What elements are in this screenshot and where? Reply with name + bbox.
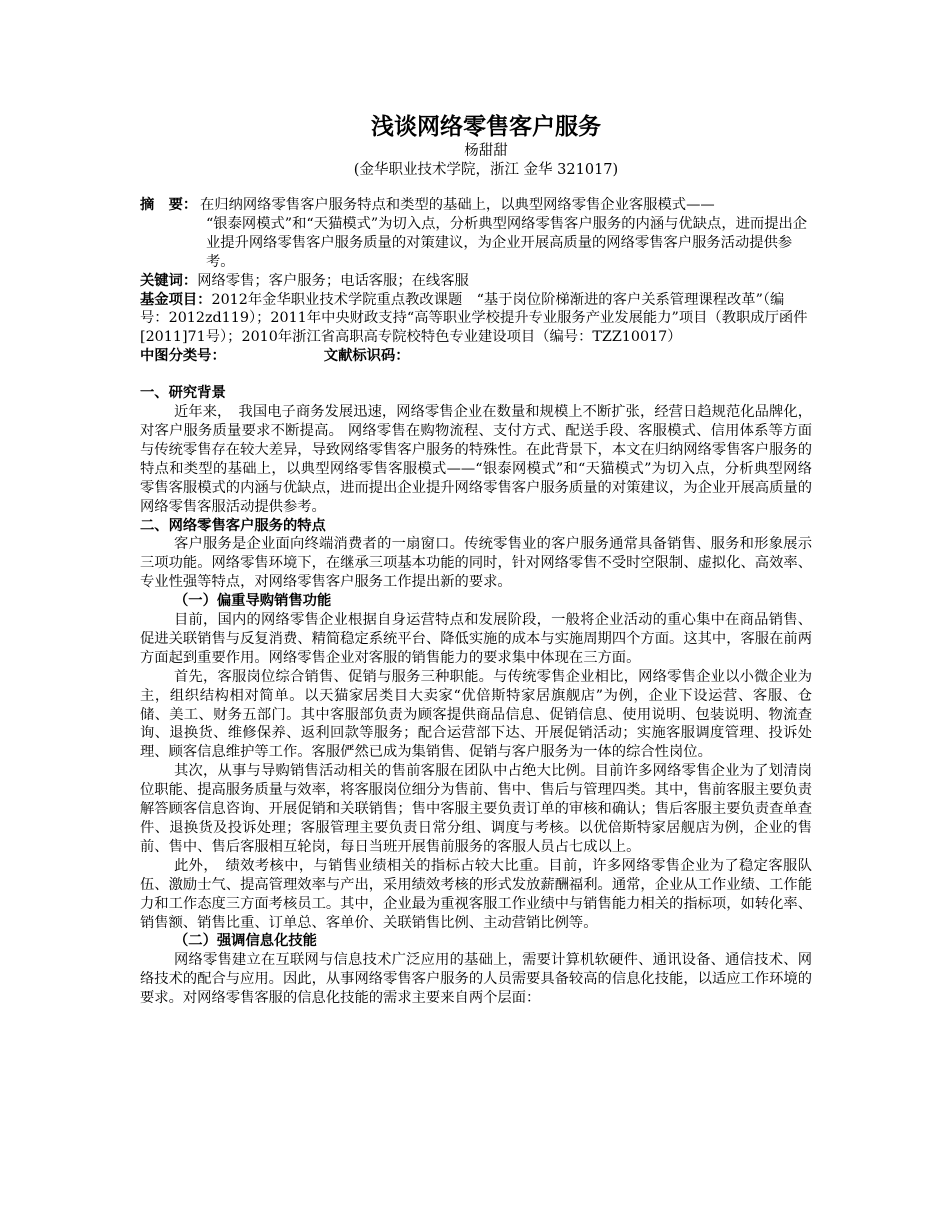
classification-line (140, 347, 812, 366)
author-name: 杨甜甜 (464, 143, 508, 159)
section-1-heading: 一、研究背景 (140, 385, 226, 402)
abstract-body: “银泰网模式”和“天猫模式”为切入点，分析典型网络零售客户服务的内涵与优缺点，进而提出企业提升网络零售客户服务质量的对策建议，为企业开展高质量的网络零售客户服务活动提供参考。 (206, 215, 808, 270)
fund-projects (140, 291, 812, 348)
fund-label: 基金项目： (140, 291, 212, 308)
paper-page (140, 112, 812, 1008)
keywords-label: 关键词： (140, 272, 198, 289)
abstract-label: 摘 要： (140, 197, 198, 213)
section-2-paragraph: 客户服务是企业面向终端消费者的一扇窗口。传统零售业的客户服务通常具备销售、服务和形象展示三项功能。网络零售环境下，在继承三项基本功能的同时，针对网络零售不受时空限制、虚拟化、高效率、专业性强等特点，对网络零售客户服务工作提出新的要求。 (140, 536, 812, 591)
keywords-text: 网络零售；客户服务；电话客服；在线客服 (197, 272, 469, 289)
author-affiliation: (金华职业技术学院，浙江 金华 321017) (353, 162, 619, 178)
clc-label: 中图分类号： (140, 348, 226, 365)
subsection-2-1-paragraph-3: 其次，从事与导购销售活动相关的售前客服在团队中占绝大比例。目前许多网络零售企业为了划清岗位职能、提高服务质量与效率，将客服岗位细分为售前、售中、售后与管理四类。其中，售前客服主要负责解答顾客信息咨询、开展促销和关联销售；售中客服主要负责订单的审核和确认；售后客服主要负责查单查件、退换货及投诉处理；客服管理主要负责日常分组、调度与考核。以优倍斯特家居舰店为例，企业的售前、售中、售后客服相互轮岗，每日当班开展售前服务的客服人员占七成以上。 (140, 763, 812, 855)
fund-text: 2012年金华职业技术学院重点教改课题 “基于岗位阶梯渐进的客户关系管理课程改革”（编号：2012zd119）；2011年中央财政支持“高等职业学校提升专业服务产业发展能力”项目（教职成厅函件[2011]71号）；2010年浙江省高职高专院校特色专业建设项目（编号：TZZ10017） (140, 291, 808, 346)
section-2-heading: 二、网络零售客户服务的特点 (140, 517, 326, 534)
subsection-2-1-paragraph-2: 首先，客服岗位综合销售、促销与服务三种职能。与传统零售企业相比，网络零售企业以小微企业为主，组织结构相对简单。以天猫家居类目大卖家“优倍斯特家居旗舰店”为例，企业下设运营、客服、仓储、美工、财务五部门。其中客服部负责为顾客提供商品信息、促销信息、使用说明、包装说明、物流查询、退换货、维修保养、返利回款等服务；配合运营部下达、开展促销活动；实施客服调度管理、投诉处理、顾客信息维护等工作。客服俨然已成为集销售、促销与客户服务为一体的综合性岗位。 (140, 668, 812, 761)
subsection-2-2-paragraph-1: 网络零售建立在互联网与信息技术广泛应用的基础上，需要计算机软硬件、通讯设备、通信技术、网络技术的配合与应用。因此，从事网络零售客户服务的人员需要具备较高的信息化技能，以适应工作环境的要求。对网络零售客服的信息化技能的需求主要来自两个层面： (140, 952, 812, 1007)
subsection-2-1-paragraph-4: 此外， 绩效考核中，与销售业绩相关的指标占较大比重。目前，许多网络零售企业为了稳定客服队伍、激励士气、提高管理效率与产出，采用绩效考核的形式发放薪酬福利。通常，企业从工作业绩、工作能力和工作态度三方面考核员工。其中，企业最为重视客服工作业绩中与销售能力相关的指标项，如转化率、销售额、销售比重、订单总、客单价、关联销售比例、主动营销比例等。 (140, 857, 812, 931)
subsection-2-2-heading: （二）强调信息化技能 (174, 933, 317, 950)
section-1-paragraph: 近年来， 我国电子商务发展迅速，网络零售企业在数量和规模上不断扩张，经营日趋规范化品牌化，对客户服务质量要求不断提高。 网络零售在购物流程、支付方式、配送手段、客服模式、信用体系等方面与传统零售存在较大差异，导致网络零售客户服务的特殊性。在此背景下，本文在归纳网络零售客户服务的特点和类型的基础上，以典型网络零售客服模式——“银泰网模式”和“天猫模式”为切入点，分析典型网络零售客服模式的内涵与优缺点，进而提出企业提升网络零售客户服务质量的对策建议，为企业开展高质量的网络零售客服活动提供参考。 (140, 404, 812, 515)
doc-code-label: 文献标识码： (323, 348, 410, 365)
subsection-2-1-heading: （一）偏重导购销售功能 (174, 593, 332, 610)
paper-title: 浅谈网络零售客户服务 (371, 113, 601, 140)
abstract (140, 196, 812, 272)
subsection-2-1-paragraph-1: 目前，国内的网络零售企业根据自身运营特点和发展阶段，一般将企业活动的重心集中在商品销售、促进关联销售与反复消费、精简稳定系统平台、降低实施的成本与实施周期四个方面。这其中，客服在前两方面起到重要作用。网络零售企业对客服的销售能力的要求集中体现在三方面。 (140, 612, 812, 666)
keywords (140, 272, 812, 291)
abstract-line-1: 在归纳网络零售客户服务特点和类型的基础上，以典型网络零售企业客服模式—— (200, 197, 715, 213)
